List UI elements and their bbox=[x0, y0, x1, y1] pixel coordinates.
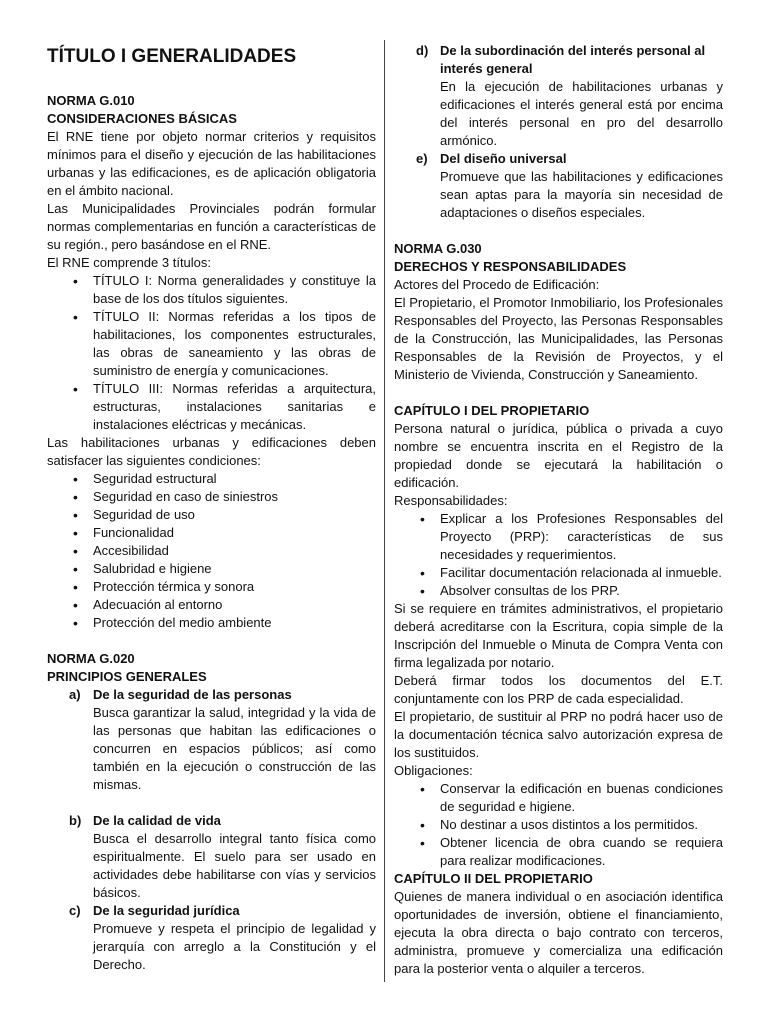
principle-letter: c) bbox=[69, 903, 81, 918]
norma-g030-section bbox=[394, 240, 723, 384]
principle-item bbox=[394, 42, 723, 150]
norma-g030-code: NORMA G.030 bbox=[394, 241, 482, 256]
norma-g020-code: NORMA G.020 bbox=[47, 651, 135, 666]
responsibility-item: • Facilitar documentación relacionada al inmueble. bbox=[394, 564, 723, 582]
left-column bbox=[47, 40, 376, 974]
right-column bbox=[394, 42, 723, 978]
principle-text: Busca el desarrollo integral tanto física como espiritualmente. El suelo para ser usado en actividades debe habilitarse con vías y servicios básicos. bbox=[93, 831, 376, 900]
principle-item bbox=[47, 902, 376, 974]
principle-text: Busca garantizar la salud, integridad y la vida de las personas que habitan las edificaciones o concurren en espacios públicos; así como también en la ejecución o construcción de las mismas. bbox=[93, 705, 376, 792]
responsibility-item: • Absolver consultas de los PRP. bbox=[394, 582, 723, 600]
principles-list bbox=[47, 686, 376, 974]
g010-paragraph: El RNE comprende 3 títulos: bbox=[47, 255, 212, 270]
condition-item: • Protección del medio ambiente bbox=[47, 614, 376, 632]
titles-list bbox=[47, 272, 376, 434]
title-item: • TÍTULO I: Norma generalidades y constituye la base de los dos títulos siguientes. bbox=[47, 272, 376, 308]
chapter-1-section bbox=[394, 402, 723, 870]
principle-title: De la calidad de vida bbox=[93, 813, 221, 828]
condition-item: • Salubridad e higiene bbox=[47, 560, 376, 578]
principles-list-continued bbox=[394, 42, 723, 222]
norma-g030-heading: DERECHOS Y RESPONSABILIDADES bbox=[394, 259, 627, 274]
norma-g010-heading: CONSIDERACIONES BÁSICAS bbox=[47, 111, 237, 126]
principle-text: En la ejecución de habilitaciones urbanas y edificaciones el interés general está por encima del interés personal en pro del desarrollo armónico. bbox=[440, 79, 723, 148]
chapter-1-paragraph: El propietario, de sustituir al PRP no podrá hacer uso de la documentación técnica salvo autorización expresa de los sustituidos. bbox=[394, 709, 723, 760]
obligations-label: Obligaciones: bbox=[394, 763, 473, 778]
condition-item: • Funcionalidad bbox=[47, 524, 376, 542]
norma-g020-heading: PRINCIPIOS GENERALES bbox=[47, 669, 207, 684]
title-item: • TÍTULO III: Normas referidas a arquitectura, estructuras, instalaciones sanitarias e instalaciones eléctricas y mecánicas. bbox=[47, 380, 376, 434]
norma-g020-section bbox=[47, 650, 376, 974]
responsibility-item: • Explicar a los Profesiones Responsables del Proyecto (PRP): características de sus necesidades y requerimientos. bbox=[394, 510, 723, 564]
column-divider bbox=[384, 40, 385, 982]
conditions-list bbox=[47, 470, 376, 632]
principle-item bbox=[47, 812, 376, 902]
chapter-1-heading: CAPÍTULO I DEL PROPIETARIO bbox=[394, 403, 590, 418]
condition-item: • Seguridad en caso de siniestros bbox=[47, 488, 376, 506]
chapter-1-paragraph: Deberá firmar todos los documentos del E.T. conjuntamente con los PRP de cada especialidad. bbox=[394, 673, 723, 706]
principle-letter: b) bbox=[69, 813, 82, 828]
actors-title: Actores del Procedo de Edificación: bbox=[394, 277, 600, 292]
chapter-1-paragraph: Si se requiere en trámites administrativos, el propietario deberá acreditarse con la Escritura, copia simple de la Inscripción del Inmueble o Minuta de Compra Venta con firma legalizada por notario. bbox=[394, 601, 723, 670]
principle-text: Promueve y respeta el principio de legalidad y jerarquía con arreglo a la Constitución y el Derecho. bbox=[93, 921, 376, 972]
condition-item: • Adecuación al entorno bbox=[47, 596, 376, 614]
principle-item bbox=[394, 150, 723, 222]
chapter-2-section bbox=[394, 870, 723, 978]
responsibilities-list bbox=[394, 510, 723, 600]
owner-definition: Persona natural o jurídica, pública o privada a cuyo nombre se encuentra inscrita en el Registro de la propiedad donde se ejecutará la habilitación o edificación. bbox=[394, 421, 723, 490]
principle-title: De la subordinación del interés personal al interés general bbox=[440, 43, 706, 76]
norma-g010-code: NORMA G.010 bbox=[47, 93, 135, 108]
principle-letter: d) bbox=[416, 43, 429, 58]
chapter-2-heading: CAPÍTULO II DEL PROPIETARIO bbox=[394, 871, 593, 886]
principle-title: De la seguridad jurídica bbox=[93, 903, 240, 918]
g010-paragraph: El RNE tiene por objeto normar criterios y requisitos mínimos para el diseño y ejecución de las habilitaciones urbanas y las edificaciones, es de aplicación obligatoria en el ámbito nacional. bbox=[47, 129, 376, 198]
page-title: TÍTULO I GENERALIDADES bbox=[47, 46, 297, 67]
condition-item: • Accesibilidad bbox=[47, 542, 376, 560]
chapter-2-text: Quienes de manera individual o en asociación identifica oportunidades de inversión, obtiene el financiamiento, ejecuta la obra directa o bajo contrato con terceros, administra, promueve y comercializa una edificación para la posterior venta o alquiler a terceros. bbox=[394, 889, 723, 976]
condition-item: • Seguridad estructural bbox=[47, 470, 376, 488]
obligation-item: • Conservar la edificación en buenas condiciones de seguridad e higiene. bbox=[394, 780, 723, 816]
responsibilities-label: Responsabilidades: bbox=[394, 493, 508, 508]
principle-letter: a) bbox=[69, 687, 81, 702]
condition-item: • Protección térmica y sonora bbox=[47, 578, 376, 596]
norma-g010-section bbox=[47, 92, 376, 632]
principle-letter: e) bbox=[416, 151, 428, 166]
principle-item bbox=[47, 686, 376, 794]
condition-item: • Seguridad de uso bbox=[47, 506, 376, 524]
obligation-item: • Obtener licencia de obra cuando se requiera para realizar modificaciones. bbox=[394, 834, 723, 870]
principle-title: De la seguridad de las personas bbox=[93, 687, 292, 702]
principle-title: Del diseño universal bbox=[440, 151, 567, 166]
g010-paragraph: Las Municipalidades Provinciales podrán formular normas complementarias en función a características de su región., pero basándose en el RNE. bbox=[47, 201, 376, 252]
title-item: • TÍTULO II: Normas referidas a los tipos de habilitaciones, los componentes estructurales, las obras de saneamiento y las obras de suministro de energía y comunicaciones. bbox=[47, 308, 376, 380]
actors-text: El Propietario, el Promotor Inmobiliario, los Profesionales Responsables del Proyecto, las Personas Responsables de la Construcción, las Municipalidades, las Personas Responsables de la Revisión de Proyectos, y el Ministerio de Vivienda, Construcción y Saneamiento. bbox=[394, 295, 723, 382]
obligation-item: • No destinar a usos distintos a los permitidos. bbox=[394, 816, 723, 834]
principle-text: Promueve que las habilitaciones y edificaciones sean aptas para la mayoría sin necesidad de adaptaciones o diseños especiales. bbox=[440, 169, 723, 220]
obligations-list bbox=[394, 780, 723, 870]
g010-paragraph: Las habilitaciones urbanas y edificaciones deben satisfacer las siguientes condiciones: bbox=[47, 435, 376, 468]
